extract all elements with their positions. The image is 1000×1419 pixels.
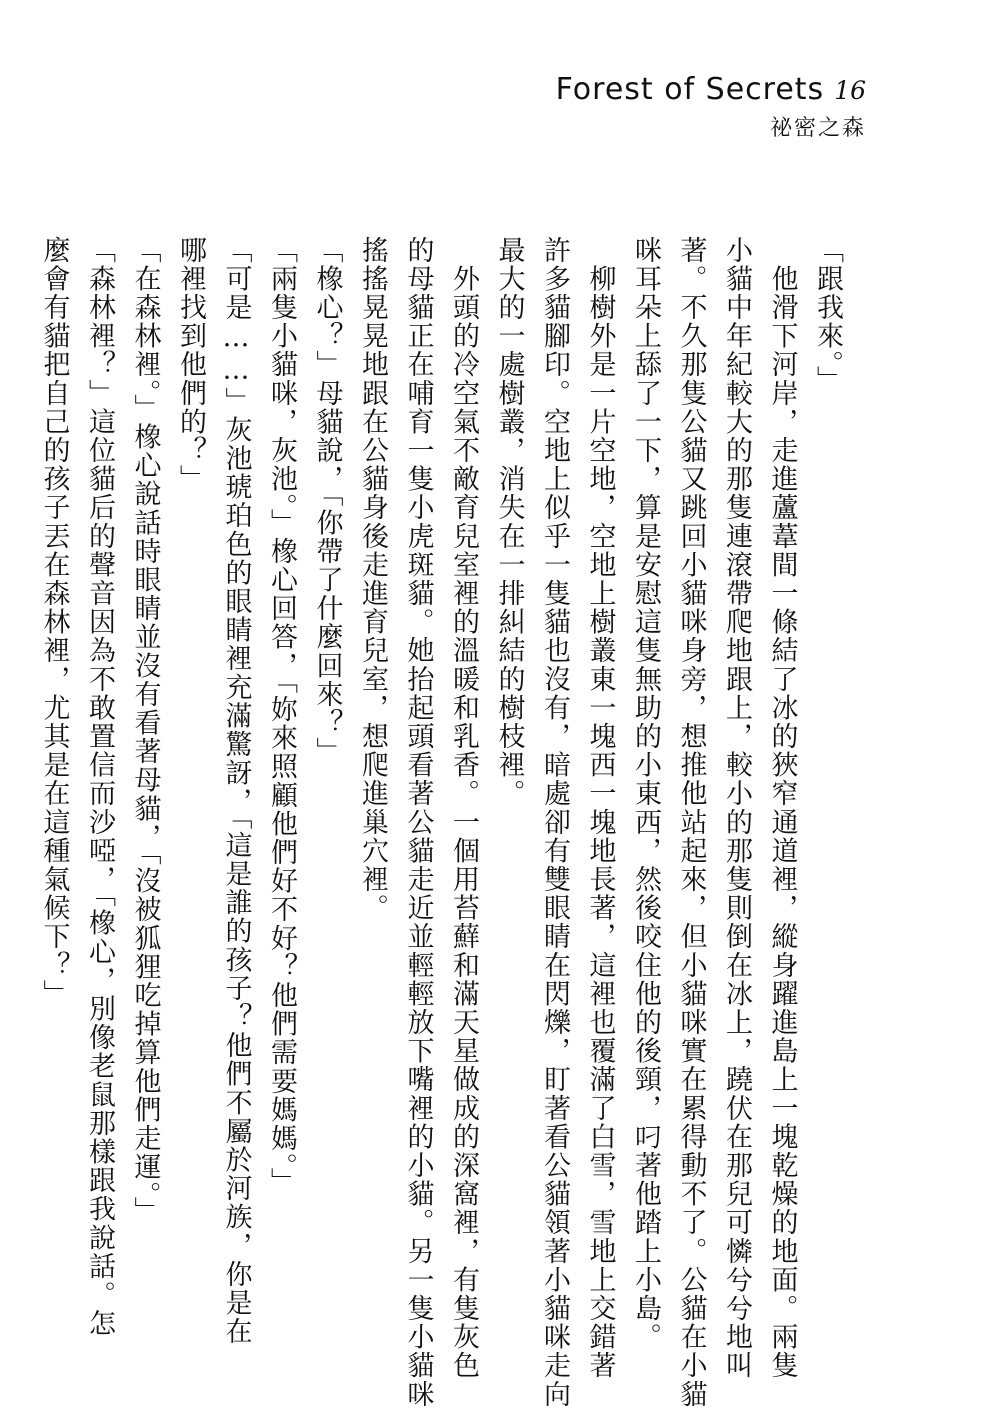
series-title: Forest of Secrets <box>555 72 825 107</box>
text-line: 麼會有貓把自己的孩子丟在森林裡，尤其是在這種氣候下？」 <box>38 236 70 1009</box>
text-line: 搖搖晃晃地跟在公貓身後走進育兒室，想爬進巢穴裡。 <box>357 236 388 923</box>
header-top-row <box>556 72 866 107</box>
text-line: 「森林裡？」這位貓后的聲音因為不敢置信而沙啞，「橡心，別像老鼠那樣跟我說話。怎 <box>84 236 115 1338</box>
text-line: 「兩隻小貓咪，灰池。」橡心回答，「妳來照顧他們好不好？他們需要媽媽。」 <box>266 236 297 1197</box>
text-line: 「橡心？」母貓說，「你帶了什麼回來？」 <box>311 236 343 766</box>
text-line: 咪耳朵上舔了一下，算是安慰這隻無助的小東西，然後咬住他的後頸，叼著他踏上小島。 <box>630 236 661 1352</box>
text-line: 外頭的冷空氣不敵育兒室裡的溫暖和乳香。一個用苔蘚和滿天星做成的深窩裡，有隻灰色 <box>448 236 479 1380</box>
text-line: 哪裡找到他們的？」 <box>175 236 206 494</box>
text-line: 「跟我來。」 <box>812 236 843 395</box>
page-header <box>556 72 866 142</box>
page-number: 16 <box>834 76 866 105</box>
chinese-title: 祕密之森 <box>769 116 866 141</box>
text-line: 著。不久那隻公貓又跳回小貓咪身旁，想推他站起來，但小貓咪實在累得動不了。公貓在小貓 <box>675 236 707 1409</box>
text-line: 「可是……」灰池琥珀色的眼睛裡充滿驚訝，「這是誰的孩子？他們不屬於河族，你是在 <box>220 236 252 1346</box>
text-line: 最大的一處樹叢，消失在一排糾結的樹枝裡。 <box>493 236 525 808</box>
text-line: 許多貓腳印。空地上似乎一隻貓也沒有，暗處卻有雙眼睛在閃爍，盯著看公貓領著小貓咪走向 <box>539 236 570 1409</box>
text-line: 的母貓正在哺育一隻小虎斑貓。她抬起頭看著公貓走近並輕輕放下嘴裡的小貓。另一隻小貓咪 <box>402 236 434 1409</box>
text-line: 「在森林裡。」橡心說話時眼睛並沒有看著母貓，「沒被狐狸吃掉算他們走運。」 <box>129 236 161 1226</box>
text-line: 他滑下河岸，走進蘆葦間一條結了冰的狹窄通道裡，縱身躍進島上一塊乾燥的地面。兩隻 <box>766 236 798 1380</box>
text-line: 小貓中年紀較大的那隻連滾帶爬地跟上，較小的那隻則倒在冰上，蹺伏在那兒可憐兮兮地叫 <box>721 236 752 1380</box>
text-line: 柳樹外是一片空地，空地上樹叢東一塊西一塊地長著，這裡也覆滿了白雪，雪地上交錯著 <box>584 236 616 1380</box>
body-text <box>31 236 850 1409</box>
